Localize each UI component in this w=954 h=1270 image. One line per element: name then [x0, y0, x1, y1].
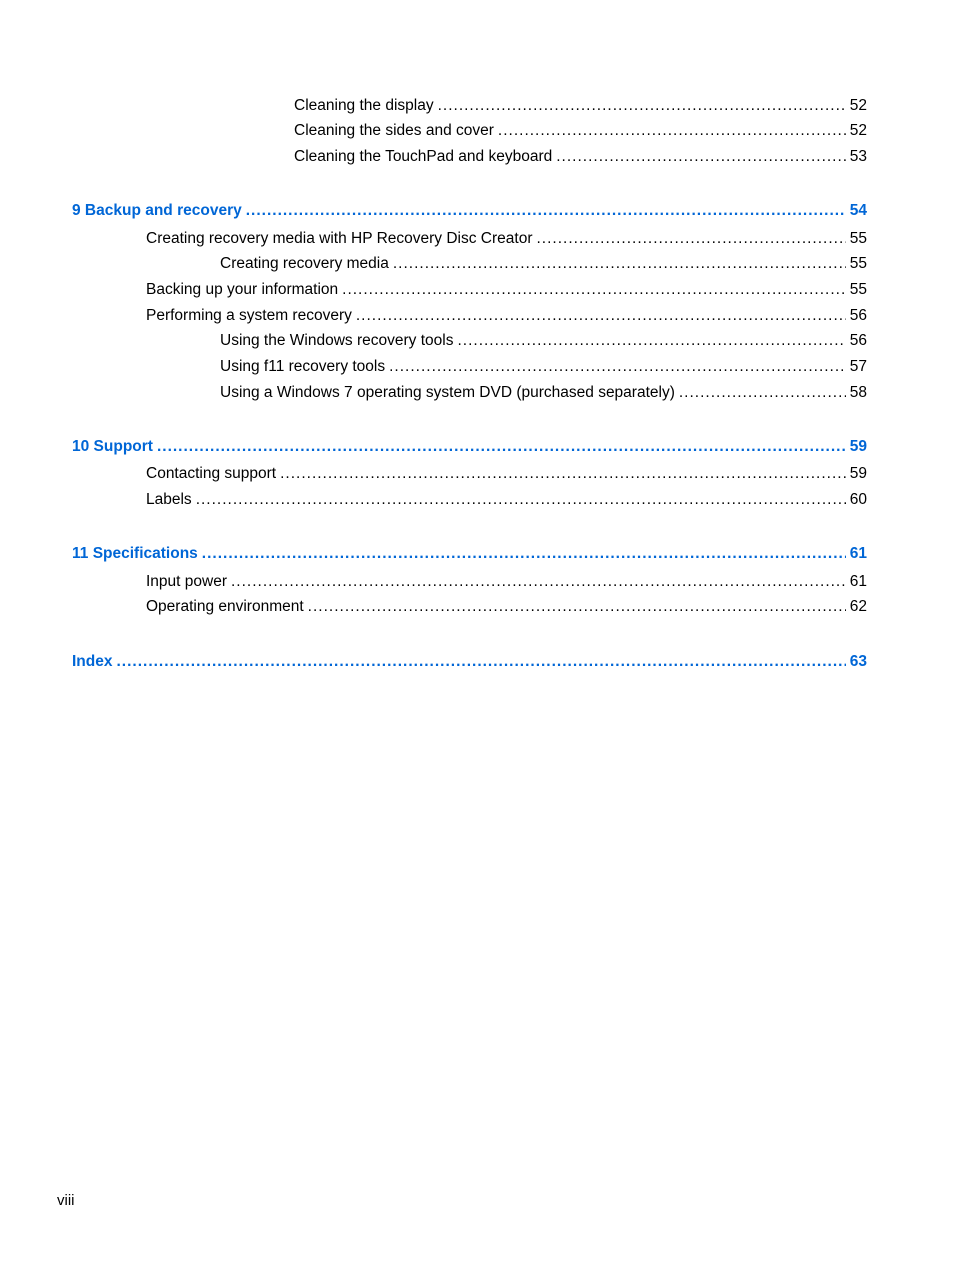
toc-entry-backing-up[interactable]	[146, 280, 867, 300]
dot-leader	[389, 357, 846, 377]
dot-leader	[280, 464, 846, 484]
dot-leader	[537, 229, 846, 249]
toc-entry-performing-recovery[interactable]	[146, 306, 867, 326]
toc-entry-cleaning-touchpad[interactable]	[294, 147, 867, 167]
dot-leader	[679, 383, 846, 403]
toc-entry-cleaning-display[interactable]	[294, 96, 867, 116]
toc-entry-page: 59	[849, 465, 867, 482]
toc-entry-title: Creating recovery media with HP Recovery Disc Creator	[146, 230, 533, 247]
toc-entry-title: Using the Windows recovery tools	[220, 332, 454, 349]
toc-entry-title: Backing up your information	[146, 281, 339, 298]
dot-leader	[116, 652, 845, 672]
toc-entry-title: Using f11 recovery tools	[220, 358, 386, 375]
dot-leader	[202, 544, 846, 564]
toc-entry-windows-recovery-tools[interactable]	[220, 331, 867, 351]
toc-entry-title: Input power	[146, 573, 227, 590]
toc-entry-page: 57	[849, 358, 867, 375]
toc-entry-cleaning-sides[interactable]	[294, 121, 867, 141]
toc-entry-title: Cleaning the sides and cover	[294, 122, 494, 139]
toc-entry-page: 52	[849, 122, 867, 139]
toc-entry-title: 10 Support	[72, 438, 153, 455]
toc-entry-title: Cleaning the TouchPad and keyboard	[294, 148, 553, 165]
toc-chapter-backup-recovery[interactable]	[72, 201, 867, 221]
toc-entry-creating-recovery-media[interactable]	[220, 254, 867, 274]
dot-leader	[342, 280, 846, 300]
toc-entry-page: 55	[849, 255, 867, 272]
toc-entry-page: 52	[849, 97, 867, 114]
toc-entry-f11-recovery-tools[interactable]	[220, 357, 867, 377]
toc-entry-page: 59	[849, 438, 867, 455]
toc-entry-title: Performing a system recovery	[146, 307, 352, 324]
toc-entry-page: 56	[849, 332, 867, 349]
dot-leader	[157, 437, 846, 457]
toc-entry-page: 61	[849, 545, 867, 562]
toc-entry-title: 11 Specifications	[72, 545, 198, 562]
toc-entry-title: Index	[72, 653, 113, 670]
dot-leader	[231, 572, 846, 592]
toc-entry-title: Contacting support	[146, 465, 277, 482]
toc-entry-page: 60	[849, 491, 867, 508]
toc-entry-title: Labels	[146, 491, 192, 508]
dot-leader	[498, 121, 846, 141]
toc-entry-title: Operating environment	[146, 598, 304, 615]
toc-entry-operating-environment[interactable]	[146, 597, 867, 617]
dot-leader	[196, 490, 846, 510]
toc-entry-page: 62	[849, 598, 867, 615]
dot-leader	[246, 201, 846, 221]
toc-entry-creating-recovery-media-hp[interactable]	[146, 229, 867, 249]
dot-leader	[457, 331, 845, 351]
toc-entry-page: 54	[849, 202, 867, 219]
dot-leader	[556, 147, 846, 167]
dot-leader	[393, 254, 846, 274]
toc-entry-input-power[interactable]	[146, 572, 867, 592]
toc-chapter-support[interactable]	[72, 437, 867, 457]
toc-chapter-index[interactable]	[72, 652, 867, 672]
dot-leader	[356, 306, 846, 326]
toc-entry-page: 56	[849, 307, 867, 324]
toc-entry-contacting-support[interactable]	[146, 464, 867, 484]
dot-leader	[308, 597, 846, 617]
dot-leader	[438, 96, 846, 116]
toc-entry-title: Using a Windows 7 operating system DVD (purchased separately)	[220, 384, 675, 401]
toc-entry-page: 58	[849, 384, 867, 401]
toc-entry-title: Cleaning the display	[294, 97, 434, 114]
toc-entry-page: 61	[849, 573, 867, 590]
toc-entry-page: 63	[849, 653, 867, 670]
toc-entry-page: 55	[849, 230, 867, 247]
toc-entry-labels[interactable]	[146, 490, 867, 510]
toc-entry-page: 55	[849, 281, 867, 298]
page-number-footer: viii	[57, 1192, 75, 1209]
toc-entry-page: 53	[849, 148, 867, 165]
toc-entry-windows7-dvd[interactable]	[220, 383, 867, 403]
toc-entry-title: 9 Backup and recovery	[72, 202, 242, 219]
toc-chapter-specifications[interactable]	[72, 544, 867, 564]
toc-entry-title: Creating recovery media	[220, 255, 389, 272]
